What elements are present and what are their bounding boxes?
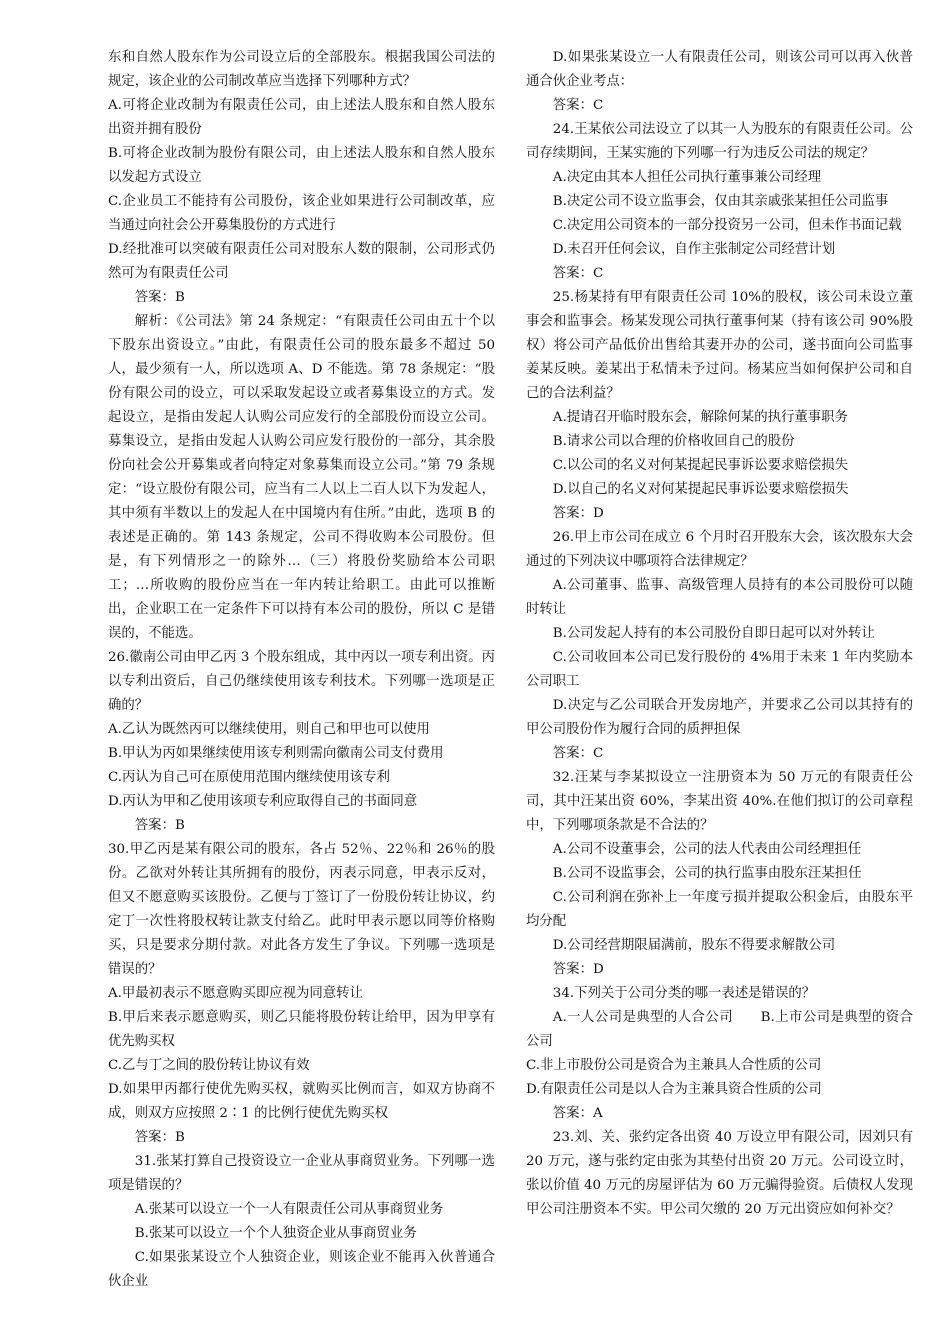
paragraph: 26.甲上市公司在成立 6 个月时召开股东大会，该次股东大会通过的下列决议中哪项符合法律规定？ — [526, 530, 913, 569]
paragraph: 答案：D — [552, 506, 604, 521]
paragraph: B.甲后来表示愿意购买，则乙只能将股份转让给甲，因为甲享有优先购买权 — [108, 1010, 495, 1049]
paragraph: C.决定用公司资本的一部分投资另一公司，但未作书面记载 — [552, 218, 902, 233]
paragraph: B.张某可以设立一个个人独资企业从事商贸业务 — [134, 1226, 417, 1241]
paragraph: 答案：C — [552, 266, 604, 281]
paragraph: 26.徽南公司由甲乙丙 3 个股东组成，其中丙以一项专利出资。丙以专利出资后，自己仍继续使用该专利技术。下列哪一选项是正确的？ — [108, 650, 495, 713]
paragraph: A.乙认为既然丙可以继续使用，则自己和甲也可以使用 — [108, 722, 430, 737]
paragraph: B.可将企业改制为股份有限公司，由上述法人股东和自然人股东以发起方式设立 — [108, 146, 495, 185]
paragraph: C.公司利润在弥补上一年度亏损并提取公积金后，由股东平均分配 — [526, 890, 913, 929]
paragraph: A.甲最初表示不愿意购买即应视为同意转让 — [108, 986, 363, 1001]
paragraph: D.有限责任公司是以人合为主兼具资合性质的公司 — [526, 1082, 822, 1097]
paragraph: D.决定与乙公司联合开发房地产，并要求乙公司以其持有的甲公司股份作为履行合同的质押担保 — [526, 698, 913, 737]
paragraph: D.未召开任何会议，自作主张制定公司经营计划 — [552, 242, 836, 257]
paragraph: B.公司发起人持有的本公司股份自即日起可以对外转让 — [552, 626, 875, 641]
paragraph: C.如果张某设立个人独资企业，则该企业不能再入伙普通合伙企业 — [108, 1250, 495, 1289]
paragraph: 23.刘、关、张约定各出资 40 万设立甲有限公司，因刘只有 20 万元，遂与张约定由张为其垫付出资 20 万元。公司设立时，张以价值 40 万元的房屋评估为 60 万元骗得验资。后债权人发现甲公司注册资本不实。甲公司欠缴的 20 万元出资应如何补交？ — [526, 1130, 913, 1217]
paragraph: D.公司经营期限届满前，股东不得要求解散公司 — [552, 938, 836, 953]
paragraph: C.非上市股份公司是资合为主兼具人合性质的公司 — [526, 1058, 822, 1073]
paragraph: A.提请召开临时股东会，解除何某的执行董事职务 — [552, 410, 848, 425]
right-column — [526, 46, 913, 1222]
paragraph: D.以自己的名义对何某提起民事诉讼要求赔偿损失 — [552, 482, 849, 497]
paragraph: D.经批准可以突破有限责任公司对股东人数的限制，公司形式仍然可为有限责任公司 — [108, 242, 495, 281]
paragraph: 答案：D — [552, 962, 604, 977]
paragraph: A.一人公司是典型的人合公司 B.上市公司是典型的资合公司 — [526, 1010, 913, 1049]
paragraph: A.可将企业改制为有限责任公司，由上述法人股东和自然人股东出资并拥有股份 — [108, 98, 495, 137]
paragraph: A.公司不设董事会，公司的法人代表由公司经理担任 — [552, 842, 862, 857]
paragraph: B.公司不设监事会，公司的执行监事由股东汪某担任 — [552, 866, 862, 881]
paragraph: 答案：C — [552, 746, 604, 761]
paragraph: C.乙与丁之间的股份转让协议有效 — [108, 1058, 310, 1073]
paragraph: D.丙认为甲和乙使用该项专利应取得自己的书面同意 — [108, 794, 418, 809]
paragraph: D.如果甲丙都行使优先购买权，就购买比例而言，如双方协商不成，则双方应按照 2∶1 的比例行使优先购买权 — [108, 1082, 495, 1121]
paragraph: 解析：《公司法》第 24 条规定：“有限责任公司由五十个以下股东出资设立。”由此，有限责任公司的股东最多不超过 50 人，最少须有一人，所以选项 A、D 不能选。第 78 条规定：“股份有限公司的设立，可以采取发起设立或者募集设立的方式。发起设立，是指由发起人认购公司应发行的全部股份而设立公司。募集设立，是指由发起人认购公司应发行股份的一部分，其余股份向社会公开募集或者向特定对象募集而设立公司。”第 79 条规定：“设立股份有限公司，应当有二人以上二百人以下为发起人，其中须有半数以上的发起人在中国境内有住所。”由此，选项 B 的表述是正确的。第 143 条规定，公司不得收购本公司股份。但是，有下列情形之一的除外…（三）将股份奖励给本公司职工；…所收购的股份应当在一年内转让给职工。由此可以推断出，企业职工在一定条件下可以持有本公司的股份，所以 C 是错误的，不能选。 — [108, 314, 495, 641]
paragraph: C.以公司的名义对何某提起民事诉讼要求赔偿损失 — [552, 458, 849, 473]
paragraph: C.丙认为自己可在原使用范围内继续使用该专利 — [108, 770, 390, 785]
paragraph: 答案：B — [134, 1130, 185, 1145]
paragraph: B.决定公司不设立监事会，仅由其亲戚张某担任公司监事 — [552, 194, 889, 209]
paragraph: A.决定由其本人担任公司执行董事兼公司经理 — [552, 170, 822, 185]
paragraph: 答案：B — [134, 290, 185, 305]
paragraph: 30.甲乙丙是某有限公司的股东，各占 52％、22％和 26％的股份。乙欲对外转让其所拥有的股份，丙表示同意，甲表示反对，但又不愿意购买该股份。乙便与丁签订了一份股份转让协议，约定丁一次性将股权转让款支付给乙。此时甲表示愿以同等价格购买，只是要求分期付款。对此各方发生了争议。下列哪一选项是错误的？ — [108, 842, 495, 977]
paragraph: 答案：C — [552, 98, 604, 113]
paragraph: 答案：B — [134, 818, 185, 833]
paragraph: B.请求公司以合理的价格收回自己的股份 — [552, 434, 795, 449]
paragraph: 东和自然人股东作为公司设立后的全部股东。根据我国公司法的规定，该企业的公司制改革应当选择下列哪种方式？ — [108, 50, 495, 89]
paragraph: A.公司董事、监事、高级管理人员持有的本公司股份可以随时转让 — [526, 578, 913, 617]
paragraph: C.公司收回本公司已发行股份的 4%用于未来 1 年内奖励本公司职工 — [526, 650, 913, 689]
paragraph: 32.汪某与李某拟设立一注册资本为 50 万元的有限责任公司，其中汪某出资 60%，李某出资 40%.在他们拟订的公司章程中，下列哪项条款是不合法的？ — [526, 770, 913, 833]
paragraph: C.企业员工不能持有公司股份，该企业如果进行公司制改革，应当通过向社会公开募集股份的方式进行 — [108, 194, 495, 233]
paragraph: A.张某可以设立一个一人有限责任公司从事商贸业务 — [134, 1202, 444, 1217]
paragraph: 答案：A — [552, 1106, 603, 1121]
paragraph: D.如果张某设立一人有限责任公司，则该公司可以再入伙普通合伙企业考点： — [526, 50, 913, 89]
paragraph: 31.张某打算自己投资设立一企业从事商贸业务。下列哪一选项是错误的？ — [108, 1154, 495, 1193]
paragraph: B.甲认为丙如果继续使用该专利则需向徽南公司支付费用 — [108, 746, 444, 761]
paragraph: 34.下列关于公司分类的哪一表述是错误的？ — [552, 986, 816, 1001]
paragraph: 24.王某依公司法设立了以其一人为股东的有限责任公司。公司存续期间，王某实施的下列哪一行为违反公司法的规定？ — [526, 122, 913, 161]
left-column — [108, 46, 495, 1294]
paragraph: 25.杨某持有甲有限责任公司 10%的股权，该公司未设立董事会和监事会。杨某发现公司执行董事何某（持有该公司 90%股权）将公司产品低价出售给其妻开办的公司，遂书面向公司监事姜某反映。姜某出于私情未予过问。杨某应当如何保护公司和自己的合法利益？ — [526, 290, 913, 401]
